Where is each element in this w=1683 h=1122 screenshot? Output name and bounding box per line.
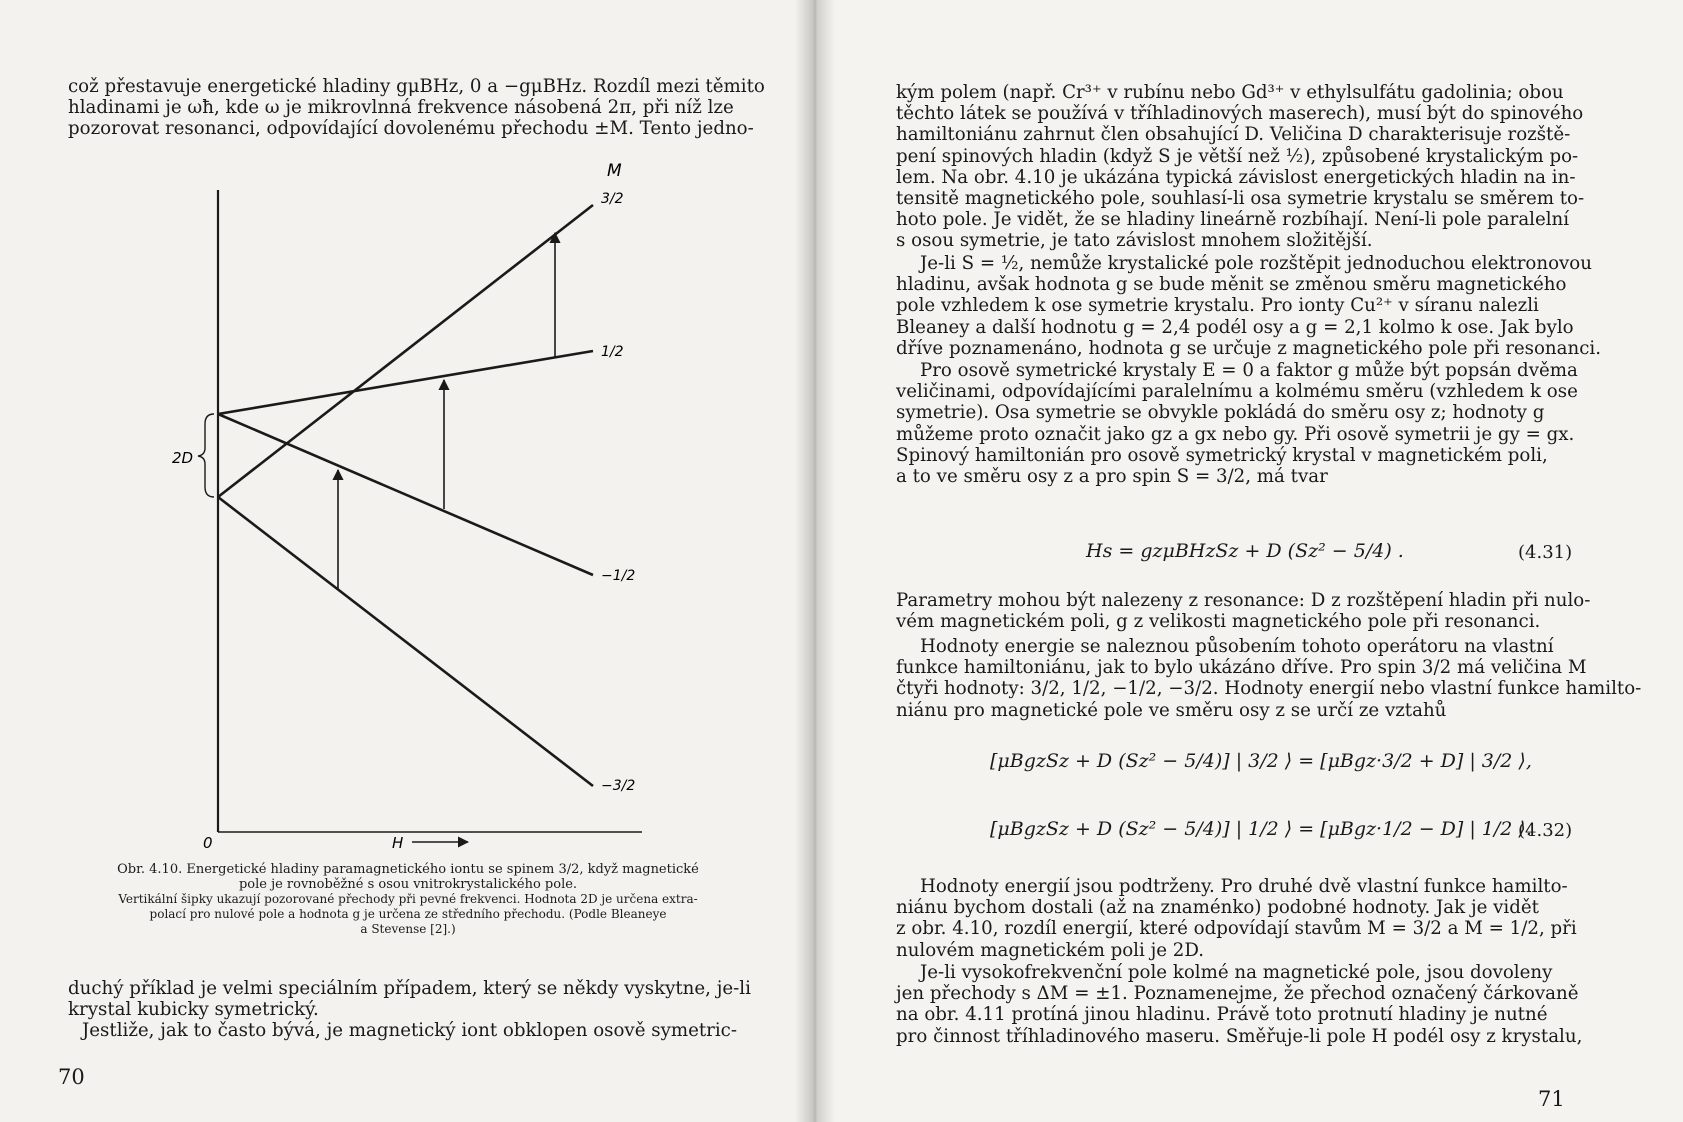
text-line: hamiltoniánu zahrnut člen obsahující D. Veličina D charakterisuje rozště- bbox=[896, 124, 1571, 146]
caption-line: a Stevense [2].) bbox=[360, 922, 456, 936]
level-label: −3/2 bbox=[601, 778, 636, 794]
caption-line: polací pro nulové pole a hodnota g je určena ze středního přechodu. (Podle Bleaneye bbox=[149, 907, 667, 921]
text-line: nulovém magnetickém poli je 2D. bbox=[896, 939, 1205, 961]
text-line: pozorovat resonanci, odpovídající dovolenému přechodu ±M. Tento jedno- bbox=[68, 118, 754, 140]
text-line: funkce hamiltoniánu, jak to bylo ukázáno dříve. Pro spin 3/2 má veličina M bbox=[896, 657, 1587, 679]
text-line: lem. Na obr. 4.10 je ukázána typická závislost energetických hladin na in- bbox=[896, 166, 1576, 188]
level-line-minus-one-half bbox=[218, 414, 593, 575]
equation-4-32-a: [μBgzSz + D (Sz² − 5/4)] | 3/2 ⟩ = [μBgz·3/2 + D] | 3/2 ⟩, bbox=[990, 750, 1532, 772]
text-line: čtyři hodnoty: 3/2, 1/2, −1/2, −3/2. Hodnoty energií nebo vlastní funkce hamilto- bbox=[896, 678, 1642, 700]
paragraph-4 bbox=[896, 590, 1591, 633]
text-line: a to ve směru osy z a pro spin S = 3/2, má tvar bbox=[896, 466, 1328, 488]
level-label: −1/2 bbox=[601, 568, 636, 584]
text-line: na obr. 4.11 protíná jinou hladinu. Právě toto protnutí hladiny je nutné bbox=[896, 1004, 1548, 1026]
paragraph-3 bbox=[896, 360, 1587, 487]
text-line: hoto pole. Je vidět, že se hladiny lineárně rozbíhají. Není-li pole paralelní bbox=[896, 209, 1570, 231]
text-line: Spinový hamiltonián pro osově symetrický krystal v magnetickém poli, bbox=[896, 444, 1548, 466]
text-line: duchý příklad je velmi speciálním případem, který se někdy vyskytne, je-li bbox=[68, 978, 751, 999]
text-line: jen přechody s ΔM = ±1. Poznamenejme, že přechod označený čárkovaně bbox=[896, 983, 1579, 1005]
equation-4-31: Hs = gzμBHzSz + D (Sz² − 5/4) . bbox=[1086, 540, 1404, 562]
paragraph-2 bbox=[896, 253, 1601, 359]
page-number-left: 70 bbox=[58, 1065, 85, 1089]
energy-level-figure bbox=[0, 0, 818, 860]
text-line: pole vzhledem k ose symetrie krystalu. Pro ionty Cu²⁺ v síranu nalezli bbox=[896, 295, 1539, 317]
paragraph-1 bbox=[896, 82, 1587, 252]
text-line: niánu pro magnetické pole ve směru osy z se určí ze vztahů bbox=[896, 699, 1447, 721]
text-line: Bleaney a další hodnotu g = 2,4 podél osy a g = 2,1 kolmo k ose. Jak bylo bbox=[896, 316, 1574, 338]
page-number-right: 71 bbox=[1538, 1087, 1565, 1111]
text-line: krystal kubicky symetrický. bbox=[68, 999, 319, 1021]
field-label-h: H bbox=[392, 834, 404, 852]
equation-number: (4.32) bbox=[1518, 820, 1573, 841]
text-line: symetrie). Osa symetrie se obvykle pokládá do směru osy z; hodnoty g bbox=[896, 402, 1545, 424]
text-line: dříve poznamenáno, hodnota g se určuje z magnetického pole při resonanci. bbox=[896, 337, 1601, 359]
text-line: niánu bychom dostali (až na znaménko) podobné hodnoty. Jak je vidět bbox=[896, 897, 1539, 919]
text-line: tensitě magnetického pole, souhlasí-li osa symetrie krystalu se směrem to- bbox=[896, 188, 1585, 210]
text-line: hladinu, avšak hodnota g se bude měnit se změnou směru magnetického bbox=[896, 274, 1567, 296]
text-line: pení spinových hladin (když S je větší než ½), způsobené krystalickým po- bbox=[896, 145, 1579, 167]
text-line: Hodnoty energie se naleznou působením tohoto operátoru na vlastní bbox=[920, 636, 1554, 657]
equation-number: (4.31) bbox=[1518, 542, 1573, 563]
text-line: Pro osově symetrické krystaly E = 0 a faktor g může být popsán dvěma bbox=[920, 360, 1578, 381]
text-line: Je-li S = ½, nemůže krystalické pole rozštěpit jednoduchou elektronovou bbox=[920, 253, 1592, 274]
text-line: hladinami je ωħ, kde ω je mikrovlnná frekvence násobená 2π, při níž lze bbox=[68, 97, 734, 119]
text-line: s osou symetrie, je tato závislost mnohem složitější. bbox=[896, 230, 1373, 252]
text-line: veličinami, odpovídajícími paralelnímu a kolmému směru (vzhledem k ose bbox=[896, 381, 1578, 403]
paragraph-5 bbox=[896, 636, 1642, 721]
paragraph-7 bbox=[896, 962, 1587, 1047]
caption-line: pole je rovnoběžné s osou vnitrokrystalického pole. bbox=[238, 877, 578, 892]
text-line: kým polem (např. Cr³⁺ v rubínu nebo Gd³⁺ v ethylsulfátu gadolinia; obou bbox=[896, 82, 1564, 103]
level-line-minus-three-halves bbox=[218, 497, 593, 786]
level-label: 1/2 bbox=[601, 344, 624, 360]
book-gutter bbox=[795, 0, 835, 1122]
level-line-plus-one-half bbox=[218, 351, 593, 414]
text-line: což přestavuje energetické hladiny gμBHz, 0 a −gμBHz. Rozdíl mezi těmito bbox=[68, 76, 765, 97]
figure-caption bbox=[66, 862, 750, 937]
text-line: můžeme proto označit jako gz a gx nebo gy. Při osově symetrii je gy = gx. bbox=[896, 423, 1575, 445]
text-line: Jestliže, jak to často bývá, je magnetický iont obklopen osově symetric- bbox=[82, 1020, 738, 1042]
text-line: vém magnetickém poli, g z velikosti magnetického pole při resonanci. bbox=[896, 611, 1541, 633]
text-line: pro činnost tříhladinového maseru. Směřuje-li pole H podél osy z krystalu, bbox=[896, 1025, 1583, 1047]
origin-label: 0 bbox=[203, 834, 213, 852]
right-page bbox=[818, 0, 1683, 1122]
text-line: Hodnoty energií jsou podtrženy. Pro druhé dvě vlastní funkce hamilto- bbox=[920, 876, 1568, 897]
axis-label-m: M bbox=[607, 161, 622, 181]
text-line: Parametry mohou být nalezeny z resonance: D z rozštěpení hladin při nulo- bbox=[896, 590, 1591, 611]
caption-line: Obr. 4.10. Energetické hladiny paramagnetického iontu se spinem 3/2, když magnetické bbox=[117, 862, 699, 877]
splitting-brace bbox=[198, 414, 214, 497]
level-label: 3/2 bbox=[601, 191, 624, 207]
text-line: Je-li vysokofrekvenční pole kolmé na magnetické pole, jsou dovoleny bbox=[920, 962, 1553, 983]
left-page bbox=[0, 0, 818, 1122]
equation-4-32-b: [μBgzSz + D (Sz² − 5/4)] | 1/2 ⟩ = [μBgz·1/2 − D] | 1/2 ⟩. bbox=[990, 818, 1532, 840]
paragraph-6 bbox=[896, 876, 1587, 961]
splitting-label: 2D bbox=[172, 449, 194, 467]
caption-line: Vertikální šipky ukazují pozorované přechody při pevné frekvenci. Hodnota 2D je určena extra- bbox=[118, 892, 698, 906]
text-line: z obr. 4.10, rozdíl energií, které odpovídají stavům M = 3/2 a M = 1/2, při bbox=[896, 918, 1577, 940]
level-line-plus-three-halves bbox=[218, 205, 593, 497]
text-line: těchto látek se používá v tříhladinových maserech), musí být do spinového bbox=[896, 103, 1584, 125]
left-bottom-paragraph bbox=[68, 978, 751, 1042]
